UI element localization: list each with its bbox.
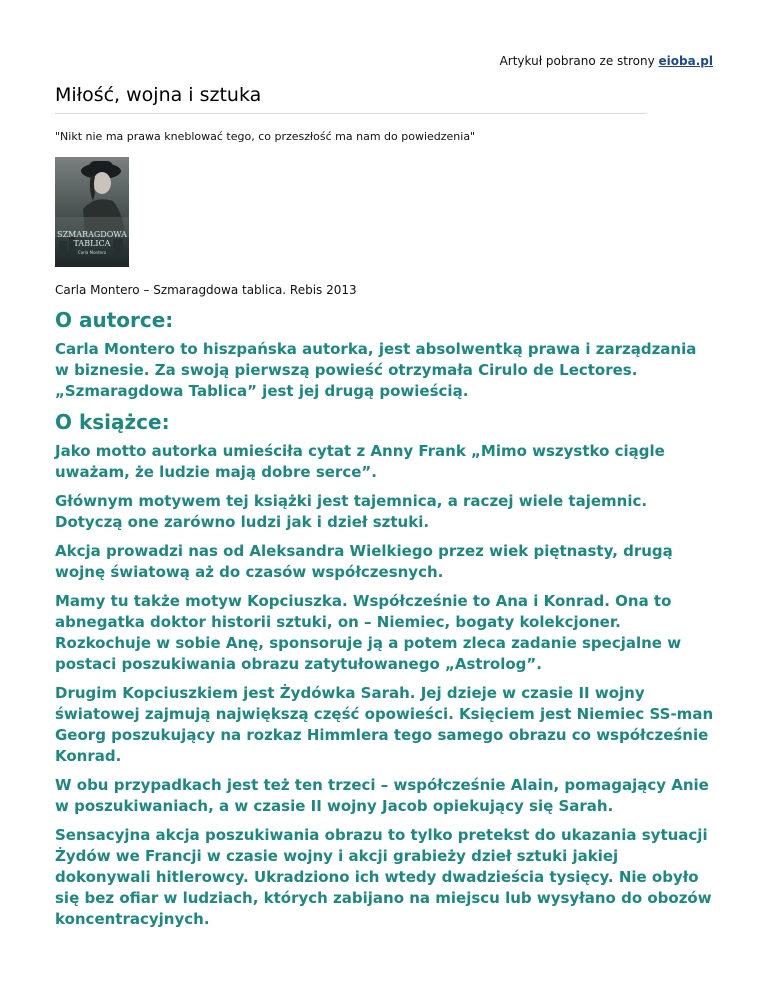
paragraph: Jako motto autorka umieściła cytat z Anny Frank „Mimo wszystko ciągle uważam, że ludzie mają dobre serce”. xyxy=(55,442,665,481)
source-prefix: Artykuł pobrano ze strony xyxy=(499,54,659,68)
article-body xyxy=(55,308,715,938)
book-cover-image[interactable] xyxy=(55,157,129,267)
book-cover-art xyxy=(55,157,129,267)
title-divider xyxy=(55,113,647,114)
cover-title-line2: TABLICA xyxy=(73,239,111,248)
paragraph: Sensacyjna akcja poszukiwania obrazu to tylko pretekst do ukazania sytuacji Żydów we Francji w czasie wojny i akcji grabieży dzieł sztuki jakiej dokonywali hitlerowcy. Ukradziono ich wtedy dwadzieścia tysięcy. Nie obyło się bez ofiar w ludziach, których zabijano na miejscu lub wysyłano do obozów koncentracyjnych. xyxy=(55,826,712,928)
section-heading-book: O książce: xyxy=(55,410,170,434)
source-line xyxy=(500,54,713,68)
cover-author: Carla Montero xyxy=(77,250,107,255)
article-quote: "Nikt nie ma prawa kneblować tego, co przeszłość ma nam do powiedzenia" xyxy=(55,130,476,143)
paragraph: Mamy tu także motyw Kopciuszka. Współcześnie to Ana i Konrad. Ona to abnegatka doktor historii sztuki, on – Niemiec, bogaty kolekcjoner. Rozkochuje w sobie Anę, sponsoruje ją a potem zleca zadanie specjalne w postaci poszukiwania obrazu zatytułowanego „Astrolog”. xyxy=(55,592,682,673)
cover-caption: Carla Montero – Szmaragdowa tablica. Rebis 2013 xyxy=(55,283,357,297)
paragraph: Akcja prowadzi nas od Aleksandra Wielkiego przez wiek piętnasty, drugą wojnę światową aż do czasów współczesnych. xyxy=(55,542,673,581)
cover-title-line1: SZMARAGDOWA xyxy=(57,230,127,239)
section-heading-author: O autorce: xyxy=(55,308,174,332)
paragraph: Drugim Kopciuszkiem jest Żydówka Sarah. Jej dzieje w czasie II wojny światowej zajmują największą część opowieści. Księciem jest Niemiec SS-man Georg poszukujący na rozkaz Himmlera tego samego obrazu co współcześnie Konrad. xyxy=(55,684,714,765)
page-title: Miłość, wojna i sztuka xyxy=(55,84,262,106)
paragraph: W obu przypadkach jest też ten trzeci – współcześnie Alain, pomagający Anie w poszukiwaniach, a w czasie II wojny Jacob opiekujący się Sarah. xyxy=(55,776,709,815)
source-link[interactable]: eioba.pl xyxy=(658,54,713,68)
paragraph: Głównym motywem tej książki jest tajemnica, a raczej wiele tajemnic. Dotyczą one zarówno ludzi jak i dzieł sztuki. xyxy=(55,492,648,531)
paragraph: Carla Montero to hiszpańska autorka, jest absolwentką prawa i zarządzania w biznesie. Za swoją pierwszą powieść otrzymała Cirulo de Lectores. „Szmaragdowa Tablica” jest jej drugą powieścią. xyxy=(55,340,697,400)
